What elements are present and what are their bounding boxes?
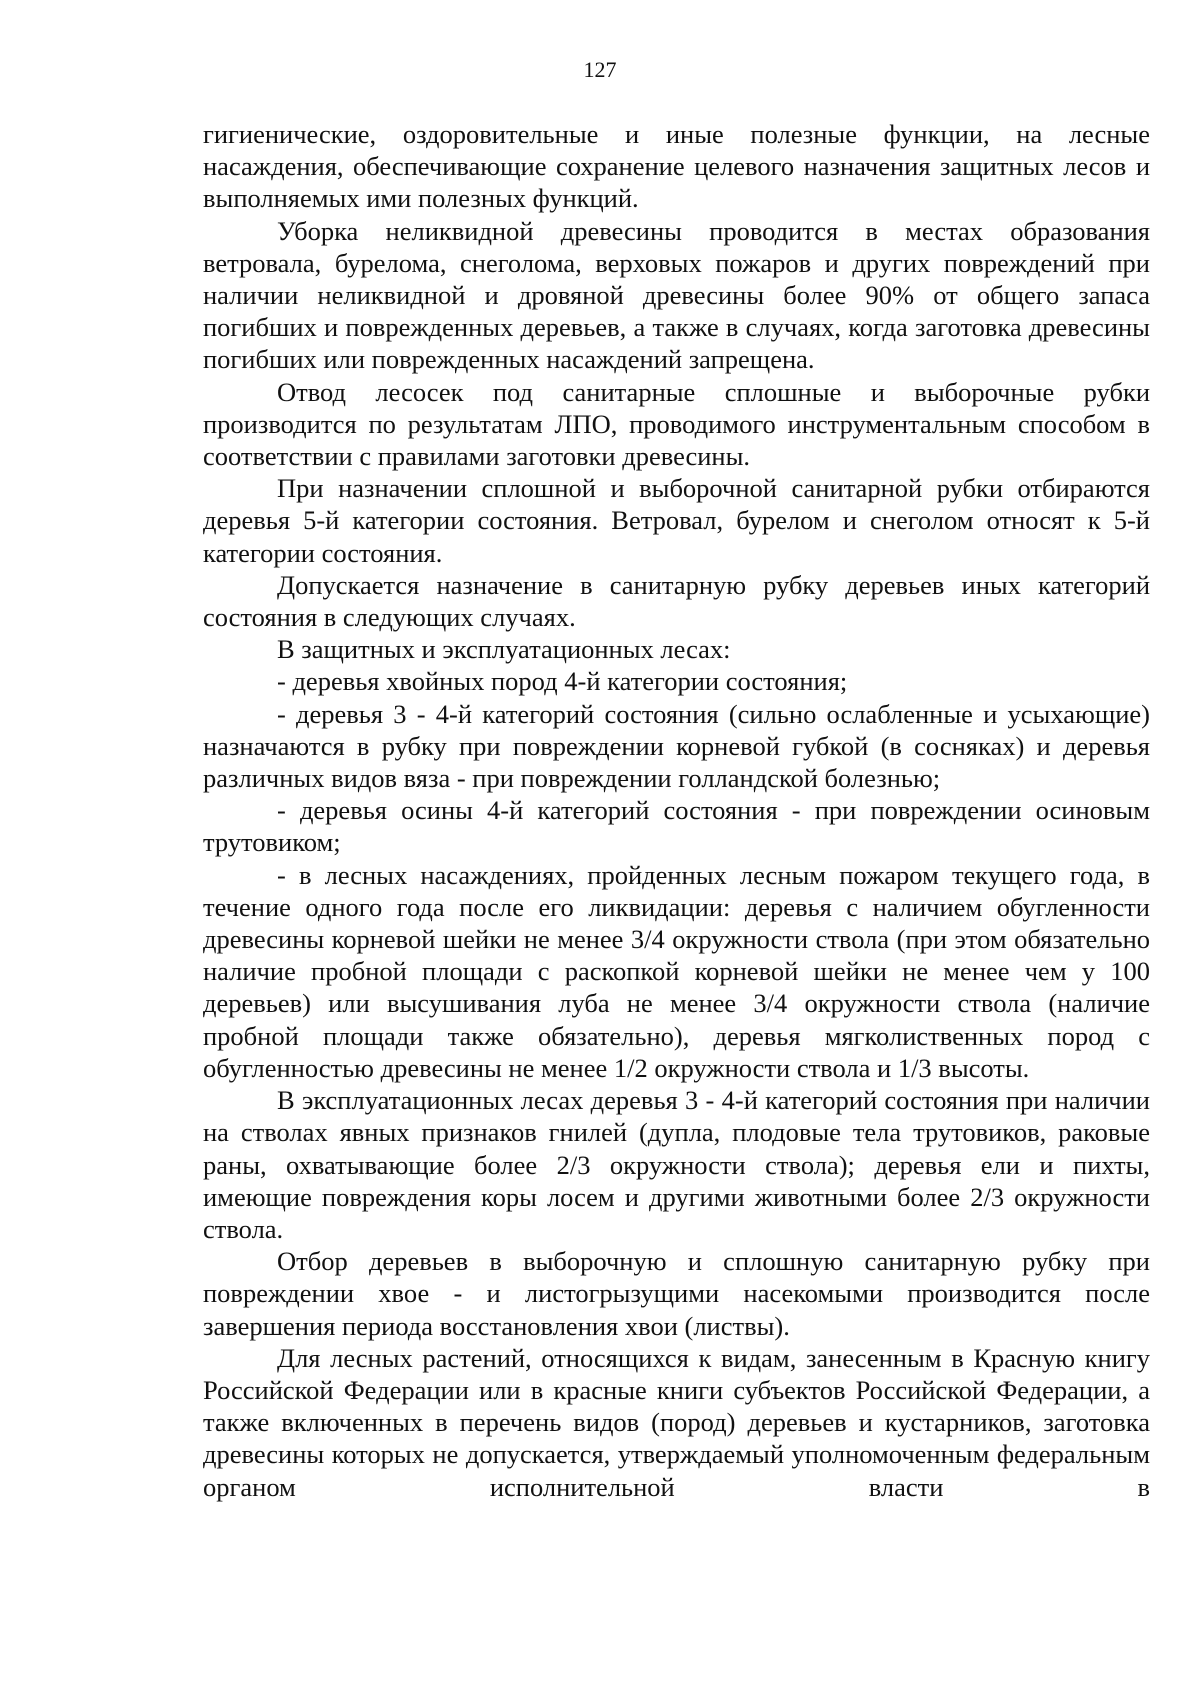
paragraph-continuation: гигиенические, оздоровительные и иные полезные функции, на лесные насаждения, обеспечивающие сохранение целевого назначения защитных лесов и выполняемых ими полезных функций. <box>203 119 1150 214</box>
list-item: - деревья 3 - 4-й категорий состояния (сильно ослабленные и усыхающие) назначаются в рубку при повреждении корневой губкой (в сосняках) и деревья различных видов вяза - при повреждении голландской болезнью; <box>203 698 1150 794</box>
paragraph: В эксплуатационных лесах деревья 3 - 4-й категорий состояния при наличии на стволах явных признаков гнилей (дупла, плодовые тела трутовиков, раковые раны, охватывающие более 2/3 окружности ствола); деревья ели и пихты, имеющие повреждения коры лосем и другими животными более 2/3 окружности ствола. <box>203 1085 1150 1244</box>
paragraph: Допускается назначение в санитарную рубку деревьев иных категорий состояния в следующих случаях. <box>203 569 1150 633</box>
list-item: - деревья осины 4-й категорий состояния - при повреждении осиновым трутовиком; <box>203 795 1150 858</box>
paragraph: Отвод лесосек под санитарные сплошные и выборочные рубки производится по результатам ЛПО, проводимого инструментальным способом в соответствии с правилами заготовки древесины. <box>203 376 1150 472</box>
paragraph: При назначении сплошной и выборочной санитарной рубки отбираются деревья 5-й категории состояния. Ветровал, бурелом и снеголом относят к 5-й категории состояния. <box>203 473 1150 568</box>
list-item: - деревья хвойных пород 4-й категории состояния; <box>277 666 848 697</box>
list-item: - в лесных насаждениях, пройденных лесным пожаром текущего года, в течение одного года после его ликвидации: деревья с наличием обугленности древесины корневой шейки не менее 3/4 окружности ствола (при этом обязательно наличие пробной площади с раскопкой корневой шейки не менее чем у 100 деревьев) или высушивания луба не менее 3/4 окружности ствола (наличие пробной площади также обязательно), деревья мягколиственных пород с обугленностью древесины не менее 1/2 окружности ствола и 1/3 высоты. <box>203 859 1150 1083</box>
document-body <box>203 118 1150 1503</box>
page-number: 127 <box>583 57 617 82</box>
paragraph: Отбор деревьев в выборочную и сплошную санитарную рубку при повреждении хвое - и листогрызущими насекомыми производится после завершения периода восстановления хвои (листвы). <box>203 1246 1150 1341</box>
paragraph: Для лесных растений, относящихся к видам, занесенным в Красную книгу Российской Федерации или в красные книги субъектов Российской Федерации, а также включенных в перечень видов (пород) деревьев и кустарников, заготовка древесины которых не допускается, утверждаемый уполномоченным федеральным органом исполнительной власти в <box>203 1342 1150 1502</box>
paragraph: Уборка неликвидной древесины проводится в местах образования ветровала, бурелома, снеголома, верховых пожаров и других повреждений при наличии неликвидной и дровяной древесины более 90% от общего запаса погибших и поврежденных деревьев, а также в случаях, когда заготовка древесины погибших или поврежденных насаждений запрещена. <box>203 215 1150 375</box>
paragraph: В защитных и эксплуатационных лесах: <box>277 634 731 665</box>
